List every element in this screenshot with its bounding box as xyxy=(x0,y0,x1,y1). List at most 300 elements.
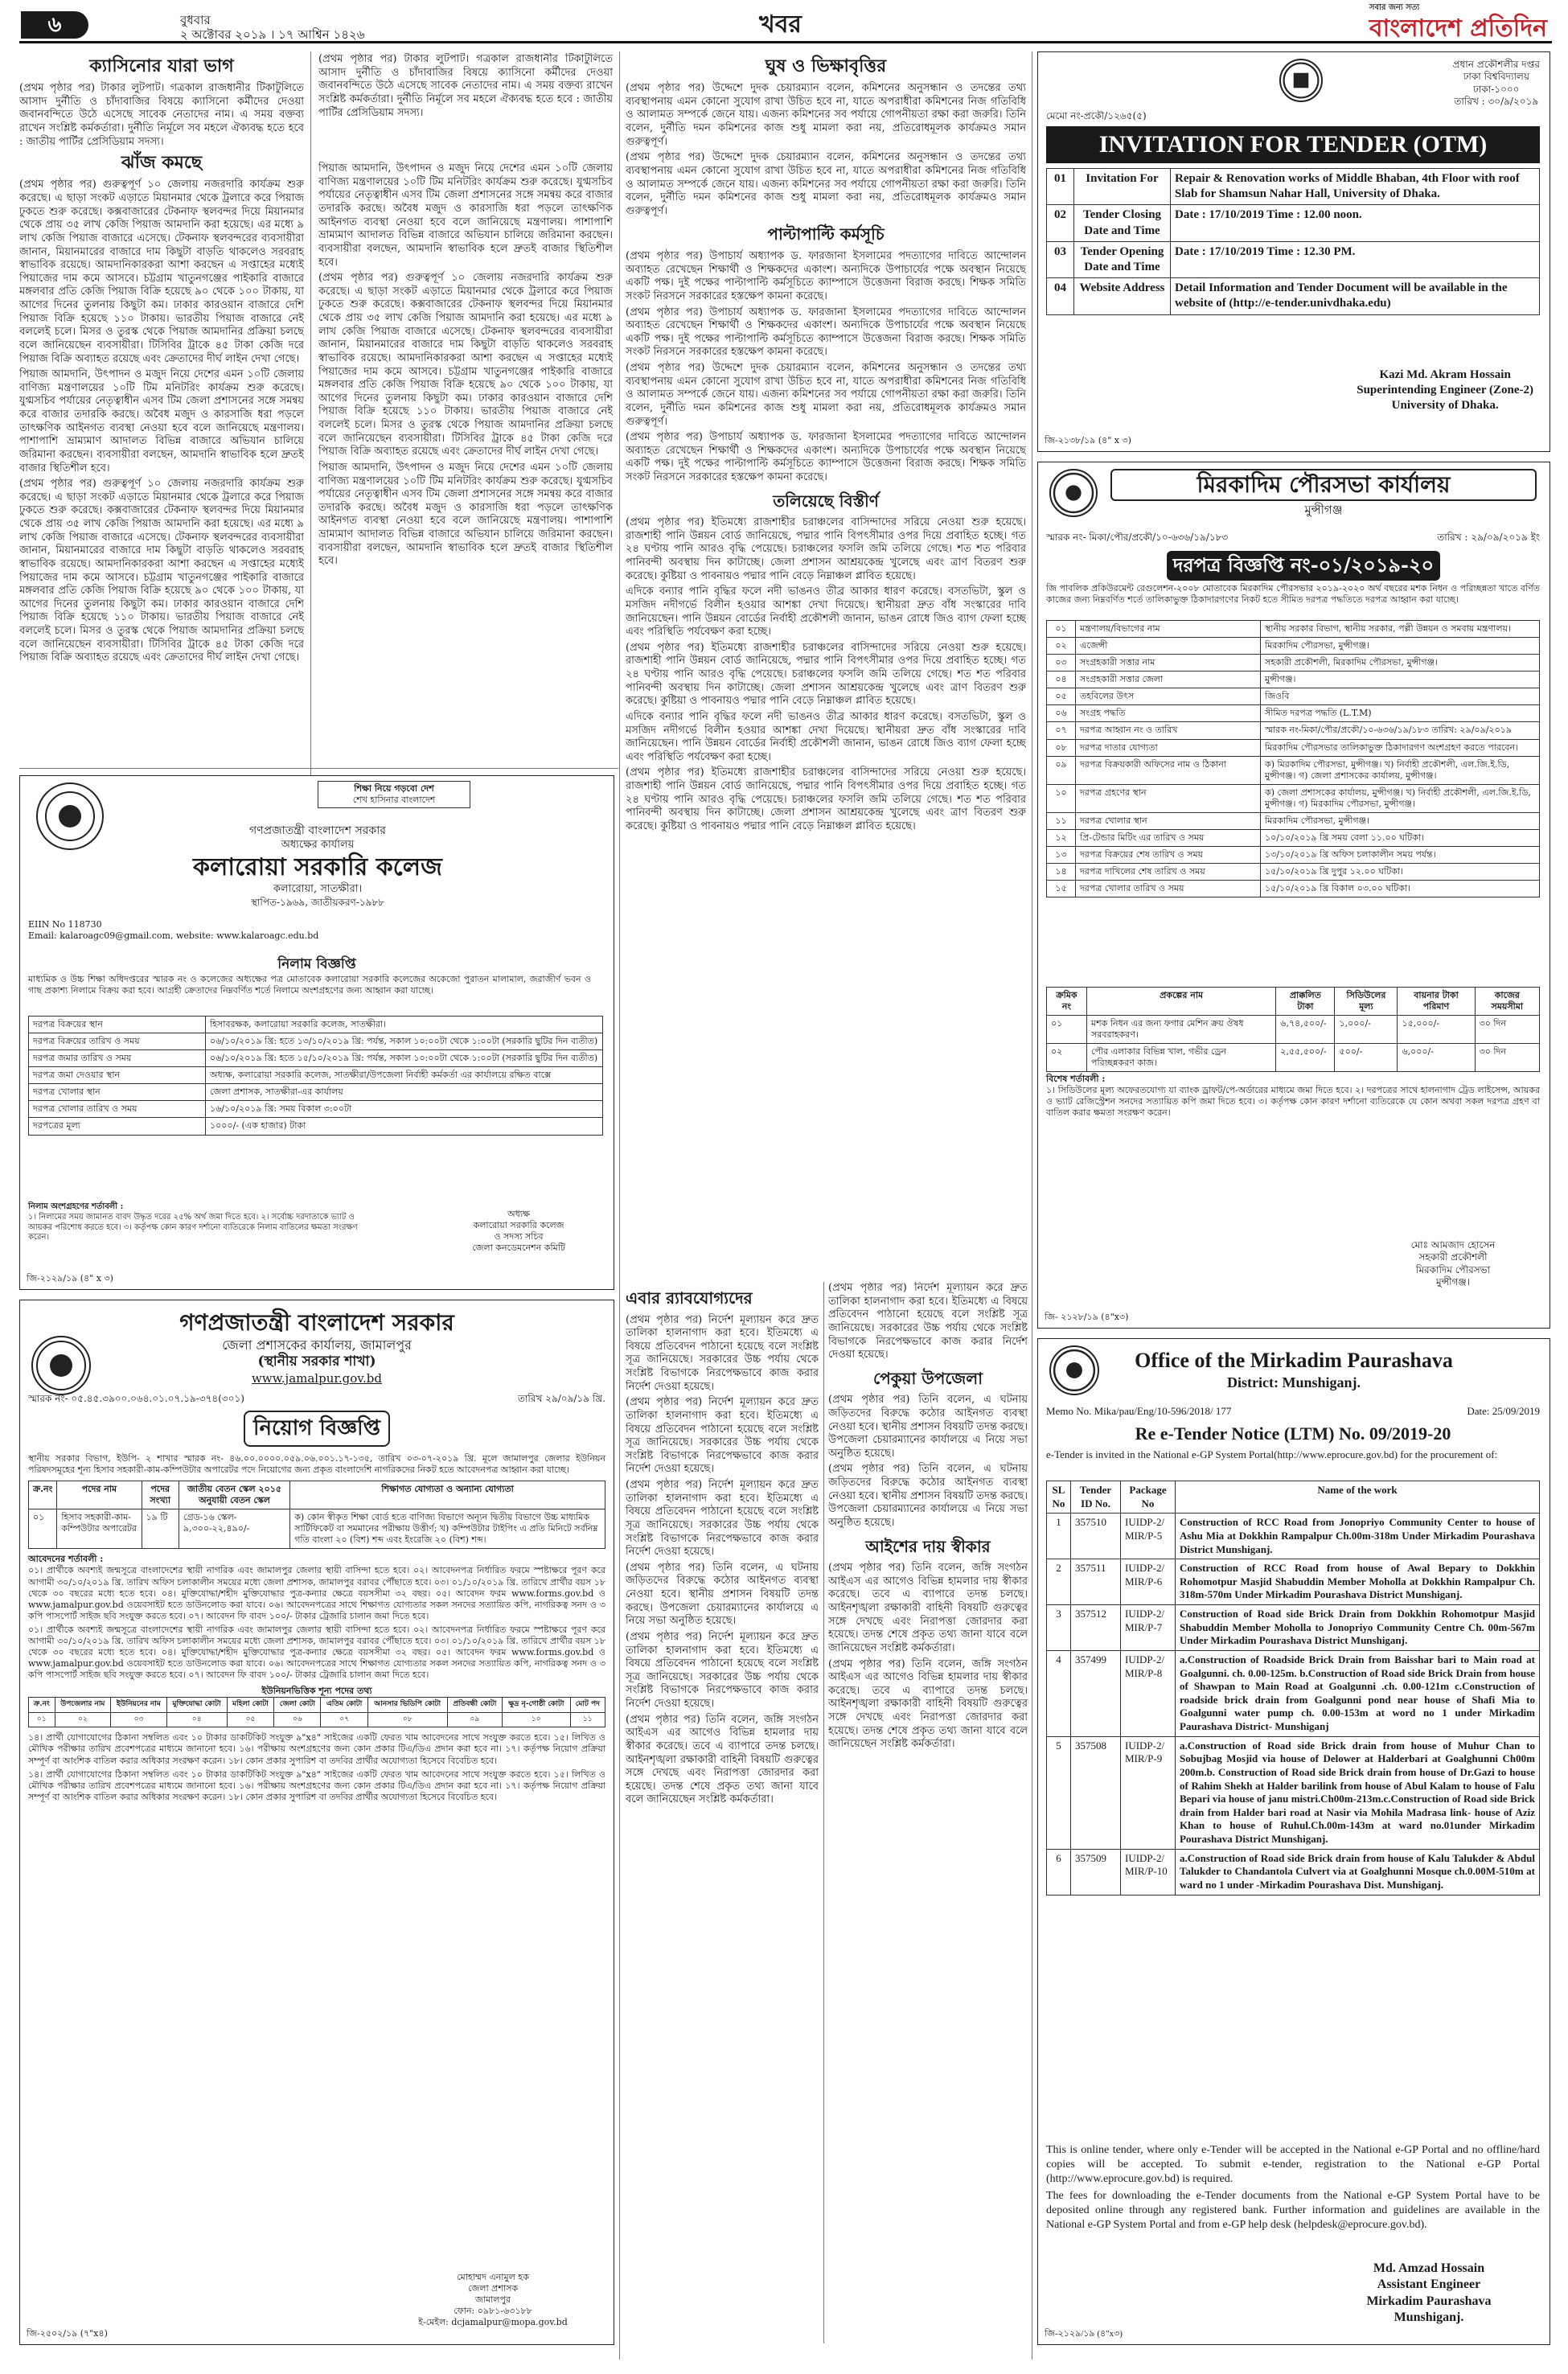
work-name: Construction of RCC Road from Jonopriyo Community Center to house of Ashu Mia at Dokkhin Rampalpur Ch.00m-318m Under Mirkadim Pourashava District Munshiganj. xyxy=(1176,1514,1540,1559)
tender-info-row xyxy=(1047,705,1540,722)
row-value: মিরকাদিম পৌরসভা, মুন্সীগঞ্জ। xyxy=(1261,812,1540,829)
column-c xyxy=(626,53,1026,1275)
row-label: তহবিলের উৎস xyxy=(1076,688,1261,705)
district-name: মুন্সীগঞ্জ xyxy=(1304,502,1343,517)
row-label: দরপত্র বিক্রয়ের স্থান xyxy=(29,1017,206,1033)
vacancy-table xyxy=(28,1697,605,1727)
section-title: খবর xyxy=(759,10,802,39)
row-number: ১৪ xyxy=(1047,864,1076,881)
mirkadim-bn-header xyxy=(1110,469,1537,518)
row-number: 02 xyxy=(1047,205,1074,241)
recruitment-title: নিয়োগ বিজ্ঞপ্তি xyxy=(244,1411,390,1447)
district-name: District: Munshiganj. xyxy=(1227,1374,1361,1391)
row-value: ১০০০/- (এক হাজার) টাকা xyxy=(206,1118,603,1135)
row-value: Detail Information and Tender Document will be available in the website of (http://e-tender.univdhaka.edu) xyxy=(1171,278,1540,314)
row-value: জিওবি xyxy=(1261,688,1540,705)
row-value: সহকারী প্রকৌশলী, মিরকাদিম পৌরসভা, মুন্সীগঞ্জ। xyxy=(1261,655,1540,672)
row-value: Repair & Renovation works of Middle Bhaban, 4th Floor with roof Slab for Shamsun Nahar Hall, University of Dhaka. xyxy=(1171,169,1540,205)
column-header: প্রকল্পের নাম xyxy=(1087,988,1276,1016)
row-label: দরপত্র খোলার তারিখ ও সময় xyxy=(1076,881,1261,897)
column-header: ক্রমিক নং xyxy=(1047,988,1087,1016)
table-row xyxy=(1047,1514,1540,1559)
row-label: দরপত্র খোলার স্থান xyxy=(1076,812,1261,829)
row-label: প্রি-টেন্ডার মিটিং এর তারিখ ও সময় xyxy=(1076,830,1261,847)
story-body-onion: (প্রথম পৃষ্ঠার পর) গুরুত্বপূর্ণ ১০ জেলায় নজরদারি কার্যক্রম শুরু করেছে। এ ছাড়া সংকট এড়াতে মিয়ানমার থেকে ট্রলারে করে পিয়াজ ঢুকতে শুরু করেছে। কক্সবাজারের টেকনাফ স্থলবন্দর দিয়ে মিয়ানমার থেকে প্রায় ৩৫ লাখ কেজি পিয়াজ আমদানি করা হয়েছে। এর মধ্যে ৯ লাখ কেজি পিয়াজ বাজারে এসেছে। টেকনাফ স্থলবন্দরের ব্যবসায়ীরা জানান, মিয়ানমারের বাজারে দাম কিছুটা বাড়তি থাকলেও সরবরাহ স্বাভাবিক রয়েছে। আমদানিকারকরা আশা করছেন এ সপ্তাহের মধ্যেই পিয়াজের দাম কমে আসবে। চট্টগ্রাম খাতুনগঞ্জের পাইকারি বাজারে মঙ্গলবার প্রতি কেজি পিয়াজ বিক্রি হয়েছে ৯০ থেকে ১০০ টাকায়, যা আগের দিনের তুলনায় কিছুটা কম। ঢাকার কারওয়ান বাজারে দেশি পিয়াজ বিক্রি হয়েছে ১১০ টাকায়। ভারতীয় পিয়াজ বাজারে নেই বললেই চলে। মিসর ও তুরস্ক থেকে পিয়াজ আমদানির প্রক্রিয়া চলছে বলে জানিয়েছেন ব্যবসায়ীরা। টিসিবির ট্রাকে ৪৫ টাকা কেজি দরে পিয়াজ বিক্রি অব্যাহত রয়েছে এবং ক্রেতাদের দীর্ঘ লাইন দেখা গেছে। xyxy=(19,179,304,365)
column-c-lower xyxy=(626,1282,819,2343)
row-value: অধ্যক্ষ, কলারোয়া সরকারি কলেজ, সাতক্ষীরা/উপজেলা নির্বাহী কর্মকর্তা এর কার্যালয়ে রক্ষিত বাক্সে xyxy=(206,1067,603,1084)
ad-reference: জি-২৫০২/১৯ (৭"x৪) xyxy=(27,2327,108,2339)
tender-info-row xyxy=(1047,784,1540,812)
auction-title: নিলাম বিজ্ঞপ্তি xyxy=(277,956,356,972)
memo-number: স্মারক নং- ০৫.৪৫.৩৯০০.০৬৪.০১.০৭.১৯-৩৭৪(৩০১) xyxy=(28,1393,244,1405)
table-cell: ১০ xyxy=(503,1712,571,1727)
ad-reference: জি-২১২৯/১৯ (৪"x৩) xyxy=(1045,2328,1123,2339)
signer-org: Mirkadim Paurashava xyxy=(1366,2294,1492,2308)
row-label: দরপত্র খোলার স্থান xyxy=(29,1084,206,1101)
memo-date: তারিখ ২৯/০৯/১৯ খ্রি. xyxy=(517,1393,605,1405)
memo-date: তারিখ : ২৯/০৯/২০১৯ ইং xyxy=(1437,532,1540,543)
row-label: এজেন্সী xyxy=(1076,638,1261,655)
story-body-rab-cont5: (প্রথম পৃষ্ঠার পর) তিনি বলেন, জঙ্গি সংগঠন আইএস এর আগেও বিভিন্ন হামলার দায় স্বীকার করেছে। তবে এ ব্যাপারে তদন্ত চলছে। আইনশৃঙ্খলা রক্ষাকারী বাহিনী বিষয়টি গুরুত্বের সঙ্গে দেখছে এবং নিরাপত্তা জোরদার করা হয়েছে। তদন্ত শেষে প্রকৃত তথ্য জানা যাবে বলে জানিয়েছেন সংশ্লিষ্ট কর্মকর্তারা। xyxy=(626,1713,819,1806)
newspaper-logo xyxy=(1369,3,1547,44)
auction-row xyxy=(29,1084,603,1101)
row-value: ১৬/১০/২০১৯ খ্রি: সময় বিকাল ৩:০০টা xyxy=(206,1101,603,1118)
university-name: ঢাকা বিশ্ববিদ্যালয় xyxy=(1463,71,1529,83)
row-value: ১০/১০/২০১৯ খ্রি সময় বেলা ১১.০০ ঘটিকা। xyxy=(1261,830,1540,847)
story-body-bribe: (প্রথম পৃষ্ঠার পর) উদ্দেশে দুদক চেয়ারম্যান বলেন, কমিশনের অনুসন্ধান ও তদন্তের তথ্য ব্যবস্থাপনায় এমন কোনো সুযোগ রাখা উচিত হবে না, যাতে অপরাধীরা কমিশনের নিজ গতিবিধি ও আলামত সম্পর্কে জেনে যায়। এজন্য কমিশনের সব পর্যায়ে গোপনীয়তা রক্ষা করা জরুরি। তিনি বলেন, দুর্নীতি দমন কমিশনের কাজ শুধু মামলা করা নয়, প্রতিরোধমূলক কার্যক্রমও সমান গুরুত্বপূর্ণ। xyxy=(626,82,1026,148)
college-header xyxy=(133,824,503,909)
slogan-line-1: শিক্ষা নিয়ে গড়বো দেশ xyxy=(354,783,434,794)
table-cell: ক) কোন স্বীকৃত শিক্ষা বোর্ড হতে বাণিজ্য বিভাগে অন্যূন দ্বিতীয় বিভাগে উচ্চ মাধ্যমিক সার্টিফিকেট বা সমমানের পরীক্ষায় উত্তীর্ণ; খ) কম্পিউটার টাইপিং এ প্রতি মিনিটে সর্বনিম্ন গতি বাংলা ২০ (বিশ) শব্দ এবং ইংরেজি ২০ (বিশ) শব্দ। xyxy=(290,1509,605,1549)
story-body-onion-cont: পিয়াজ আমদানি, উৎপাদন ও মজুদ নিয়ে দেশের এমন ১০টি জেলায় বাণিজ্য মন্ত্রণালয়ের ১০টি টিম মনিটরিং কার্যক্রম শুরু করেছে। যুগ্মসচিব পর্যায়ের নেতৃত্বাধীন এসব টিম জেলা প্রশাসনের সঙ্গে সমন্বয় করে বাজার তদারকি করছে। অবৈধ মজুদ ও কারসাজি ধরা পড়লে তাৎক্ষণিক আইনগত ব্যবস্থা নেওয়া হবে বলে জানিয়েছে মন্ত্রণালয়। পাশাপাশি ভ্রাম্যমাণ আদালত বিভিন্ন বাজারে অভিযান চালিয়ে জরিমানা করছেন। ব্যবসায়ীরা বলছেন, আমদানি স্বাভাবিক হলে দ্রুতই বাজার স্থিতিশীল হবে। xyxy=(19,368,304,474)
table-cell: হিসাব সহকারী-কাম-কম্পিউটার অপারেটর xyxy=(57,1509,142,1549)
row-number: ০৪ xyxy=(1047,672,1076,688)
column-a xyxy=(19,53,304,765)
column-header: জাতীয় বেতন স্কেল ২০১৫ অনুযায়ী বেতন স্কেল xyxy=(179,1481,289,1509)
table-cell: ২,৫৫,৫০০/- xyxy=(1276,1044,1335,1072)
signer-email: ই-মেইল: dcjamalpur@mopa.gov.bd xyxy=(418,2316,568,2327)
office-name: Office of the Mirkadim Paurashava xyxy=(1135,1349,1453,1372)
serial-number: 6 xyxy=(1047,1849,1071,1895)
signer-title: Superintending Engineer (Zone-2) xyxy=(1357,384,1533,397)
story-body-rab: (প্রথম পৃষ্ঠার পর) নির্দেশ মূল্যায়ন করে দ্রুত তালিকা হালনাগাদ করা হবে। ইতিমধ্যে এ বিষয়ে প্রতিবেদন পাঠানো হয়েছে বলে সংশ্লিষ্ট সূত্র জানিয়েছে। সরকারের উচ্চ পর্যায় থেকে সংশ্লিষ্ট বিভাগকে নিরপেক্ষভাবে কাজ করার নির্দেশ দেওয়া হয়েছে। xyxy=(626,1313,819,1393)
tender-row xyxy=(1047,205,1540,241)
tender-info-row xyxy=(1047,672,1540,688)
tender-id: 357509 xyxy=(1071,1849,1121,1895)
tender-works-table xyxy=(1046,1481,1540,1896)
column-header: প্রাক্কলিত টাকা xyxy=(1276,988,1335,1016)
special-terms xyxy=(1046,1074,1540,1119)
tender-title: Re e-Tender Notice (LTM) No. 09/2019-20 xyxy=(1135,1423,1451,1444)
table-cell: ০১ xyxy=(29,1509,57,1549)
auction-row xyxy=(29,1067,603,1084)
auction-row xyxy=(29,1050,603,1067)
table-cell: মশক নিধন এর জন্য ফগার মেশিন ক্রয় ঔষধ সরবরাহকরণ। xyxy=(1087,1016,1276,1044)
row-label: দরপত্র গ্রহণের স্থান xyxy=(1076,784,1261,812)
table-cell: ৬,৭৪,৫০০/- xyxy=(1276,1016,1335,1044)
brand-tagline: সবার জন্য সত্য xyxy=(1369,3,1420,12)
memo-date: তারিখ : ৩০/৯/২০১৯ xyxy=(1454,96,1539,108)
table-cell: ৫০০/- xyxy=(1335,1044,1398,1072)
row-label: Invitation For xyxy=(1074,169,1171,205)
memo-number: Memo No. Mika/pau/Eng/10-596/2018/ 177 xyxy=(1046,1405,1232,1417)
story-body-dhaka: (প্রথম পৃষ্ঠার পর) উপাচার্য অধ্যাপক ড. ফারজানা ইসলামের পদত্যাগের দাবিতে আন্দোলন অব্যাহত রেখেছেন শিক্ষার্থী ও শিক্ষকদের একাংশ। অন্যদিকে উপাচার্যের পক্ষে অবস্থান নিয়েছে একটি পক্ষ। দুই পক্ষের পাল্টাপাল্টি কর্মসূচিতে ক্যাম্পাসে উত্তেজনা বিরাজ করছে। শিক্ষক সমিতি সংকট নিরসনে সরকারের হস্তক্ষেপ কামনা করেছে। xyxy=(626,250,1026,302)
work-name: Construction of RCC Road from house of Awal Bepary to Dokkhin Rohomotpur Masjid Shabuddin Member Moholla at Dokkhin Rampalpur Ch. 318m-570m Under Mirkadim Pourashava District Munshiganj. xyxy=(1176,1559,1540,1605)
table-cell: ০৩ xyxy=(111,1712,166,1727)
table-row xyxy=(1047,1559,1540,1605)
table-row xyxy=(1047,1605,1540,1651)
work-name: a.Construction of Roadside Brick Drain from Baisshar bari to Main road at Goalgunni. ch. 0.00-125m. b.Construction of Road side Brick Drain from house of Shawpan to Main Road at Goalgunni .ch. 0.00-121m c.Construction of roadside brick drain from Goalgunni pond near house of Shafi Mia to Goalgunni water pump ch. 0.00-153m at word no 1 under Mirkadim Paurashava District- Munshiganj xyxy=(1176,1650,1540,1736)
table-row xyxy=(1047,1016,1540,1044)
column-header: ক্র.নং xyxy=(29,1481,57,1509)
auction-row xyxy=(29,1101,603,1118)
tender-id: 357512 xyxy=(1071,1605,1121,1651)
story-body-flood-cont3: এদিকে বন্যার পানি বৃদ্ধির ফলে নদী ভাঙনও তীব্র আকার ধারণ করেছে। বসতভিটা, স্কুল ও মসজিদ নদীগর্ভে বিলীন হওয়ার আশঙ্কা দেখা দিয়েছে। স্থানীয়রা দ্রুত বাঁধ সংস্কারের দাবি জানিয়েছেন। পানি উন্নয়ন বোর্ডের নির্বাহী প্রকৌশলী জানান, ভাঙন রোধে জিও ব্যাগ ফেলা হচ্ছে এবং পরিস্থিতি পর্যবেক্ষণ করা হচ্ছে। xyxy=(626,710,1026,763)
row-label: সংগ্রহকারী সত্তার নাম xyxy=(1076,655,1261,672)
serial-number: 2 xyxy=(1047,1559,1071,1605)
tender-title: INVITATION FOR TENDER (OTM) xyxy=(1046,126,1540,163)
row-number: ১১ xyxy=(1047,812,1076,829)
conditions-block xyxy=(28,1554,605,1681)
tender-info-row xyxy=(1047,830,1540,847)
signer-name: মোঃ আমজাদ হোসেন xyxy=(1410,1239,1496,1251)
row-label: দরপত্রের মূল্য xyxy=(29,1118,206,1135)
signer-title: Assistant Engineer xyxy=(1377,2277,1481,2292)
table-cell: ৩০ দিন xyxy=(1475,1016,1539,1044)
story-divider xyxy=(19,768,618,769)
tender-id: 357510 xyxy=(1071,1514,1121,1559)
row-label: দরপত্র বিক্রয়ের শেষ তারিখ ও সময় xyxy=(1076,847,1261,864)
table-cell: ১৫,০০০/- xyxy=(1398,1016,1475,1044)
story-body-flood-cont2: (প্রথম পৃষ্ঠার পর) ইতিমধ্যে রাজশাহীর চরাঞ্চলের বাসিন্দাদের সরিয়ে নেওয়া শুরু হয়েছে। রাজশাহী পানি উন্নয়ন বোর্ড জানিয়েছে, পদ্মার পানি বিপৎসীমার ওপর দিয়ে প্রবাহিত হচ্ছে। গত ২৪ ঘণ্টায় পানি আরও বৃদ্ধি পেয়েছে। চরাঞ্চলের ফসলি জমি তলিয়ে গেছে। শত শত পরিবার পানিবন্দী অবস্থায় দিন কাটাচ্ছে। জেলা প্রশাসন আশ্রয়কেন্দ্র খুলেছে এবং ত্রাণ বিতরণ শুরু করেছে। কুষ্টিয়া ও পাবনায়ও পদ্মার পানি বেড়ে নিম্নাঞ্চল প্লাবিত হয়েছে। xyxy=(626,641,1026,708)
column-header: Package No xyxy=(1121,1481,1176,1514)
row-value: হিসাবরক্ষক, কলারোয়া সরকারি কলেজ, সাতক্ষীরা। xyxy=(206,1017,603,1033)
college-established: স্থাপিত-১৯৬৯, জাতীয়করণ-১৯৮৮ xyxy=(250,896,385,908)
row-label: দরপত্র দাখিলের শেষ তারিখ ও সময় xyxy=(1076,864,1261,881)
row-value: স্মারক নং-মিকা/পৌর/প্রকৌ/১০-৬৩৬/১৯/১৮৩ তারিখ: ২৯/০৯/২০১৯ xyxy=(1261,722,1540,739)
story-body-onion-cont4: (প্রথম পৃষ্ঠার পর) গুরুত্বপূর্ণ ১০ জেলায় নজরদারি কার্যক্রম শুরু করেছে। এ ছাড়া সংকট এড়াতে মিয়ানমার থেকে ট্রলারে করে পিয়াজ ঢুকতে শুরু করেছে। কক্সবাজারের টেকনাফ স্থলবন্দর দিয়ে মিয়ানমার থেকে প্রায় ৩৫ লাখ কেজি পিয়াজ আমদানি করা হয়েছে। এর মধ্যে ৯ লাখ কেজি পিয়াজ বাজারে এসেছে। টেকনাফ স্থলবন্দরের ব্যবসায়ীরা জানান, মিয়ানমারের বাজারে দাম কিছুটা বাড়তি থাকলেও সরবরাহ স্বাভাবিক রয়েছে। আমদানিকারকরা আশা করছেন এ সপ্তাহের মধ্যেই পিয়াজের দাম কমে আসবে। চট্টগ্রাম খাতুনগঞ্জের পাইকারি বাজারে মঙ্গলবার প্রতি কেজি পিয়াজ বিক্রি হয়েছে ৯০ থেকে ১০০ টাকায়, যা আগের দিনের তুলনায় কিছুটা কম। ঢাকার কারওয়ান বাজারে দেশি পিয়াজ বিক্রি হয়েছে ১১০ টাকায়। ভারতীয় পিয়াজ বাজারে নেই বললেই চলে। মিসর ও তুরস্ক থেকে পিয়াজ আমদানির প্রক্রিয়া চলছে বলে জানিয়েছেন ব্যবসায়ীরা। টিসিবির ট্রাকে ৪৫ টাকা কেজি দরে পিয়াজ বিক্রি অব্যাহত রয়েছে এবং ক্রেতাদের দীর্ঘ লাইন দেখা গেছে। xyxy=(318,272,613,458)
table-cell: ১১ xyxy=(570,1712,605,1727)
recruitment-title-wrap xyxy=(28,1411,605,1447)
auction-signature xyxy=(438,1209,599,1254)
column-header: বায়নার টাকা পরিমাণ xyxy=(1398,988,1475,1016)
page-number: ৬ xyxy=(21,11,88,39)
signer-title: জেলা প্রশাসক xyxy=(467,2282,519,2294)
row-value: স্থানীয় সরকার বিভাগ, স্থানীয় সরকার, পল্লী উন্নয়ন ও সমবায় মন্ত্রণালয়। xyxy=(1261,621,1540,638)
conditions-body: ০১। প্রার্থীকে অবশ্যই জন্মসূত্রে বাংলাদেশের স্থায়ী নাগরিক এবং জামালপুর জেলার স্থায়ী বাসিন্দা হতে হবে। ০২। আবেদনপত্র নির্ধারিত ফরমে স্পষ্টাক্ষরে পূরণ করে আগামী ৩০/১০/২০১৯ খ্রি. তারিখ অফিস চলাকালীন সময়ের মধ্যে জেলা প্রশাসক, জামালপুর বরাবর পৌঁছাতে হবে। ০৩। ০১/১০/২০১৯ খ্রি. তারিখে প্রার্থীর বয়স ১৮ থেকে ৩০ বছরের মধ্যে হতে হবে। ০৪। মুক্তিযোদ্ধা/শহীদ মুক্তিযোদ্ধার পুত্র-কন্যার ক্ষেত্রে বয়সসীমা ৩২ বছর। ০৫। আবেদন ফরম www.forms.gov.bd ও www.jamalpur.gov.bd ওয়েবসাইট হতে ডাউনলোড করা যাবে। ০৬। আবেদনপত্রের সাথে শিক্ষাগত যোগ্যতার সকল সনদের সত্যায়িত কপি, নাগরিকত্ব সনদ ও ৩ কপি পাসপোর্ট সাইজ ছবি সংযুক্ত করতে হবে। ০৭। আবেদন ফি বাবদ ১০০/- টাকার ট্রেজারি চালান জমা দিতে হবে। xyxy=(28,1565,605,1621)
auction-row xyxy=(29,1033,603,1050)
table-cell: ১৯ টি xyxy=(142,1509,179,1549)
row-value: Date : 17/10/2019 Time : 12.00 noon. xyxy=(1171,205,1540,241)
story-body-onion-cont5: পিয়াজ আমদানি, উৎপাদন ও মজুদ নিয়ে দেশের এমন ১০টি জেলায় বাণিজ্য মন্ত্রণালয়ের ১০টি টিম মনিটরিং কার্যক্রম শুরু করেছে। যুগ্মসচিব পর্যায়ের নেতৃত্বাধীন এসব টিম জেলা প্রশাসনের সঙ্গে সমন্বয় করে বাজার তদারকি করছে। অবৈধ মজুদ ও কারসাজি ধরা পড়লে তাৎক্ষণিক আইনগত ব্যবস্থা নেওয়া হবে বলে জানিয়েছে মন্ত্রণালয়। পাশাপাশি ভ্রাম্যমাণ আদালত বিভিন্ন বাজারে অভিযান চালিয়ে জরিমানা করছেন। ব্যবসায়ীরা বলছেন, আমদানি স্বাভাবিক হলে দ্রুতই বাজার স্থিতিশীল হবে। xyxy=(318,461,613,568)
tender-info-row xyxy=(1047,638,1540,655)
story-headline-rab: এবার র‍্যাবযোগ্যদের xyxy=(626,1288,753,1308)
row-value: ০৬/১০/২০১৯ খ্রি: হতে ১৫/১০/২০১৯ খ্রি: পর্যন্ত, সকাল ১০:০০টা থেকে ১:০০টা (সরকারি ছুটির দিন ব্যতীত) xyxy=(206,1050,603,1067)
tender-notes xyxy=(1046,2143,1540,2232)
row-value: Date : 17/10/2019 Time : 12.30 PM. xyxy=(1171,241,1540,277)
tender-signature xyxy=(1324,2261,1533,2327)
work-name: a.Construction of Road side Brick drain from house of Kalu Talukder & Abdul Talukder to Chandantola Culvert via at Goalghunni Mosque ch.0.00M-510m at ward no 1 under -Mirkadim Pourashava Dist. Munshiganj. xyxy=(1176,1849,1540,1895)
story-body-pekua-cont: (প্রথম পৃষ্ঠার পর) তিনি বলেন, এ ঘটনায় জড়িতদের বিরুদ্ধে কঠোর আইনগত ব্যবস্থা নেওয়া হবে। স্থানীয় প্রশাসন বিষয়টি তদন্ত করছে। উপজেলা চেয়ারম্যানের কার্যালয়ে এ নিয়ে সভা অনুষ্ঠিত হয়েছে। xyxy=(828,1463,1028,1529)
tender-info-row xyxy=(1047,722,1540,739)
conditions-body-cont: ০১। প্রার্থীকে অবশ্যই জন্মসূত্রে বাংলাদেশের স্থায়ী নাগরিক এবং জামালপুর জেলার স্থায়ী বাসিন্দা হতে হবে। ০২। আবেদনপত্র নির্ধারিত ফরমে স্পষ্টাক্ষরে পূরণ করে আগামী ৩০/১০/২০১৯ খ্রি. তারিখ অফিস চলাকালীন সময়ের মধ্যে জেলা প্রশাসক, জামালপুর বরাবর পৌঁছাতে হবে। ০৩। ০১/১০/২০১৯ খ্রি. তারিখে প্রার্থীর বয়স ১৮ থেকে ৩০ বছরের মধ্যে হতে হবে। ০৪। মুক্তিযোদ্ধা/শহীদ মুক্তিযোদ্ধার পুত্র-কন্যার ক্ষেত্রে বয়সসীমা ৩২ বছর। ০৫। আবেদন ফরম www.forms.gov.bd ও www.jamalpur.gov.bd ওয়েবসাইট হতে ডাউনলোড করা যাবে। ০৬। আবেদনপত্রের সাথে শিক্ষাগত যোগ্যতার সকল সনদের সত্যায়িত কপি, নাগরিকত্ব সনদ ও ৩ কপি পাসপোর্ট সাইজ ছবি সংযুক্ত করতে হবে। ০৭। আবেদন ফি বাবদ ১০০/- টাকার ট্রেজারি চালান জমা দিতে হবে। xyxy=(28,1624,605,1681)
serial-number: 1 xyxy=(1047,1514,1071,1559)
story-headline-casino: ক্যাসিনোর যারা ভাগ xyxy=(89,55,234,76)
column-header: Name of the work xyxy=(1176,1481,1540,1514)
column-header: সিডিউলের মূল্য xyxy=(1335,988,1398,1016)
serial-number: 4 xyxy=(1047,1650,1071,1736)
story-body-rab-cont: (প্রথম পৃষ্ঠার পর) নির্দেশ মূল্যায়ন করে দ্রুত তালিকা হালনাগাদ করা হবে। ইতিমধ্যে এ বিষয়ে প্রতিবেদন পাঠানো হয়েছে বলে সংশ্লিষ্ট সূত্র জানিয়েছে। সরকারের উচ্চ পর্যায় থেকে সংশ্লিষ্ট বিভাগকে নিরপেক্ষভাবে কাজ করার নির্দেশ দেওয়া হয়েছে। xyxy=(626,1396,819,1476)
publication-date: ২ অক্টোবর ২০১৯ । ১৭ আশ্বিন ১৪২৬ xyxy=(180,27,365,42)
row-number: ১৫ xyxy=(1047,881,1076,897)
story-body-bribe-cont: (প্রথম পৃষ্ঠার পর) উদ্দেশে দুদক চেয়ারম্যান বলেন, কমিশনের অনুসন্ধান ও তদন্তের তথ্য ব্যবস্থাপনায় এমন কোনো সুযোগ রাখা উচিত হবে না, যাতে অপরাধীরা কমিশনের নিজ গতিবিধি ও আলামত সম্পর্কে জেনে যায়। এজন্য কমিশনের সব পর্যায়ে গোপনীয়তা রক্ষা করা জরুরি। তিনি বলেন, দুর্নীতি দমন কমিশনের কাজ শুধু মামলা করা নয়, প্রতিরোধমূলক কার্যক্রমও সমান গুরুত্বপূর্ণ। xyxy=(626,151,1026,217)
column-header: মুক্তিযোদ্ধা কোটা xyxy=(166,1698,227,1713)
row-number: ০৮ xyxy=(1047,739,1076,756)
mirkadim-en-tender-ad xyxy=(1037,1338,1550,2345)
row-value: ক) জেলা প্রশাসকের কার্যালয়, মুন্সীগঞ্জ। খ) নির্বাহী প্রকৌশলী, এল.জি.ই.ডি, মুন্সীগঞ্জ। গ) মিরকাদিম পৌরসভা, মুন্সীগঞ্জ। xyxy=(1261,784,1540,812)
row-value: জেলা প্রশাসক, সাতক্ষীরা-এর কার্যালয় xyxy=(206,1084,603,1101)
du-header xyxy=(1453,59,1540,108)
table-cell: ০৪ xyxy=(166,1712,227,1727)
tender-info-row xyxy=(1047,812,1540,829)
tender-row xyxy=(1047,241,1540,277)
row-number: 04 xyxy=(1047,278,1074,314)
row-number: 01 xyxy=(1047,169,1074,205)
package-number: IUIDP-2/ MIR/P-8 xyxy=(1121,1650,1176,1736)
office-name: মিরকাদিম পৌরসভা কার্যালয় xyxy=(1110,469,1537,501)
college-auction-ad xyxy=(19,775,614,1290)
special-terms-body: ১। সিডিউলের মূল্য অফেরতযোগ্য যা ব্যাংক ড্রাফট/পে-অর্ডারের মাধ্যমে জমা দিতে হবে। ২। দরপত্রের সাথে হালনাগাদ ট্রেড লাইসেন্স, আয়কর ও ভ্যাট রেজিস্ট্রেশন সনদের সত্যায়িত কপি জমা দিতে হবে। ৩। কর্তৃপক্ষ কোন কারণ দর্শানো ব্যতিরেকে যে কোন অথবা সকল দরপত্র গ্রহণ বা বাতিল করার ক্ষমতা সংরক্ষণ করেন। xyxy=(1046,1085,1540,1119)
auction-intro: মাধ্যমিক ও উচ্চ শিক্ষা অধিদপ্তরের স্মারক নং ও কলেজের অধ্যক্ষের পত্র মোতাবেক কলারোয়া সরকারি কলেজের অকেজো পুরাতন মালামাল, জরাজীর্ণ ভবন ও গাছ প্রকাশ্য নিলামে বিক্রয় করা হবে। আগ্রহী ক্রেতাদের নিম্নবর্ণিত শর্তে নিলামে অংশগ্রহণের জন্য আহ্বান করা যাচ্ছে। xyxy=(28,974,591,996)
row-value: মিরকাদিম পৌরসভার তালিকাভুক্ত ঠিকাদারগণ অংশগ্রহণ করতে পারবেন। xyxy=(1261,739,1540,756)
story-headline-aishe: আইশের দায় স্বীকার xyxy=(865,1536,991,1556)
tender-info-row xyxy=(1047,847,1540,864)
tender-title: দরপত্র বিজ্ঞপ্তি নং-০১/২০১৯-২০ xyxy=(1167,551,1440,581)
row-label: সংগ্রহকারী সত্তার জেলা xyxy=(1076,672,1261,688)
package-number: IUIDP-2/ MIR/P-10 xyxy=(1121,1849,1176,1895)
signer-name: Md. Amzad Hossain xyxy=(1373,2261,1485,2275)
tender-info-row xyxy=(1047,655,1540,672)
row-number: ১৩ xyxy=(1047,847,1076,864)
recruitment-intro: স্থানীয় সরকার বিভাগ, ইউপি- ২ শাখার স্মারক নং- ৪৬.০০.০০০০.০৫৯.০৬.০০১.১৭-১৩৫, তারিখ ০৩-০৭-২০১৯ খ্রি. মূলে জামালপুর জেলার ইউনিয়ন পরিষদসমূহের শূন্য হিসাব সহকারী-কাম-কম্পিউটার অপারেটর পদে নিয়োগের জন্য প্রকৃত বাংলাদেশি নাগরিকদের নিকট হতে আবেদনপত্র আহ্বান করা যাচ্ছে। xyxy=(28,1452,605,1475)
story-headline-flood: তলিয়েছে বিস্তীর্ণ xyxy=(773,491,879,511)
table-cell: ০২ xyxy=(1047,1044,1087,1072)
vacancy-table-title: ইউনিয়নভিত্তিক শূন্য পদের তথ্য xyxy=(261,1686,372,1697)
tender-notes-2: The fees for downloading the e-Tender documents from the National e-GP System Portal have to be deposited online through any registered bank. Further information and guidelines are available in the National e-GP System Portal and from e-GP help desk (helpdesk@eprocure.gov.bd). xyxy=(1046,2189,1540,2231)
column-header: পদের নাম xyxy=(57,1481,142,1509)
row-value: ক) মিরকাদিম পৌরসভা, মুন্সীগঞ্জ। খ) নির্বাহী প্রকৌশলী, এল.জি.ই.ডি, মুন্সীগঞ্জ। গ) জেলা প্রশাসকের কার্যালয়, মুন্সীগঞ্জ। xyxy=(1261,756,1540,784)
work-name: Construction of Road side Brick Drain from Dokkhin Rohomotpur Masjid Shabuddin Member Moholla to Jonopriyo Community Centre Ch. 00m-567m Under Mirkadim Pourashava District Munshiganj. xyxy=(1176,1605,1540,1651)
story-body-rab-cont2: (প্রথম পৃষ্ঠার পর) নির্দেশ মূল্যায়ন করে দ্রুত তালিকা হালনাগাদ করা হবে। ইতিমধ্যে এ বিষয়ে প্রতিবেদন পাঠানো হয়েছে বলে সংশ্লিষ্ট সূত্র জানিয়েছে। সরকারের উচ্চ পর্যায় থেকে সংশ্লিষ্ট বিভাগকে নিরপেক্ষভাবে কাজ করার নির্দেশ দেওয়া হয়েছে। xyxy=(626,1479,819,1559)
office-name: জেলা প্রশাসকের কার্যালয়, জামালপুর xyxy=(222,1337,412,1353)
tender-info-row xyxy=(1047,688,1540,705)
additional-conditions-cont: ১৪। প্রার্থী যোগাযোগের ঠিকানা সম্বলিত এবং ১০ টাকার ডাকটিকিট সংযুক্ত ৯"x৪" সাইজের একটি ফেরত খাম আবেদনের সাথে সংযুক্ত করতে হবে। ১৫। লিখিত ও মৌখিক পরীক্ষার তারিখ প্রবেশপত্রের মাধ্যমে জানানো হবে। ১৬। পরীক্ষায় অংশগ্রহণের জন্য কোন প্রকার টিএ/ডিএ প্রদান করা হবে না। ১৭। কর্তৃপক্ষ নিয়োগ প্রক্রিয়া সম্পূর্ণ বা আংশিক বাতিল করার অধিকার সংরক্ষণ করেন। ১৮। কোন প্রকার সুপারিশ বা তদবির প্রার্থীর অযোগ্যতা হিসেবে বিবেচিত হবে। xyxy=(28,1768,605,1802)
tender-info-row xyxy=(1047,864,1540,881)
row-label: দরপত্র খোলার তারিখ ও সময় xyxy=(29,1101,206,1118)
row-number: ০৫ xyxy=(1047,688,1076,705)
serial-number: 3 xyxy=(1047,1605,1071,1651)
additional-conditions: ১৪। প্রার্থী যোগাযোগের ঠিকানা সম্বলিত এবং ১০ টাকার ডাকটিকিট সংযুক্ত ৯"x৪" সাইজের একটি ফেরত খাম আবেদনের সাথে সংযুক্ত করতে হবে। ১৫। লিখিত ও মৌখিক পরীক্ষার তারিখ প্রবেশপত্রের মাধ্যমে জানানো হবে। ১৬। পরীক্ষায় অংশগ্রহণের জন্য কোন প্রকার টিএ/ডিএ প্রদান করা হবে না। ১৭। কর্তৃপক্ষ নিয়োগ প্রক্রিয়া সম্পূর্ণ বা আংশিক বাতিল করার অধিকার সংরক্ষণ করেন। ১৮। কোন প্রকার সুপারিশ বা তদবির প্রার্থীর অযোগ্যতা হিসেবে বিবেচিত হবে। xyxy=(28,1732,605,1766)
row-value: মিরকাদিম পৌরসভা, মুন্সীগঞ্জ। xyxy=(1261,638,1540,655)
weekday: বুধবার xyxy=(180,13,211,27)
brand-name: বাংলাদেশ প্রতিদিন xyxy=(1369,14,1547,43)
row-number: ০১ xyxy=(1047,621,1076,638)
column-header: মহিলা কোটা xyxy=(227,1698,274,1713)
government-seal-icon xyxy=(31,1336,91,1395)
row-value: ১৫/১০/২০১৯ খ্রি বিকাল ০৩.০০ ঘটিকা। xyxy=(1261,881,1540,897)
auction-terms-title: নিলাম অংশগ্রহণের শর্তাবলী : xyxy=(28,1202,124,1211)
government-name: গণপ্রজাতন্ত্রী বাংলাদেশ সরকার xyxy=(249,824,386,837)
column-header: ইউনিয়নের নাম xyxy=(111,1698,166,1713)
tender-info-row xyxy=(1047,739,1540,756)
column-header: ক্র.নং xyxy=(29,1698,55,1713)
slogan-box xyxy=(318,781,470,808)
signer-committee: জেলা কনডেমনেশন কমিটি xyxy=(472,1242,565,1254)
memo-line xyxy=(1046,1405,1540,1419)
website-link[interactable]: www.jamalpur.gov.bd xyxy=(252,1371,382,1386)
table-cell: ০২ xyxy=(55,1712,111,1727)
story-body-pekua: (প্রথম পৃষ্ঠার পর) তিনি বলেন, এ ঘটনায় জড়িতদের বিরুদ্ধে কঠোর আইনগত ব্যবস্থা নেওয়া হবে। স্থানীয় প্রশাসন বিষয়টি তদন্ত করছে। উপজেলা চেয়ারম্যানের কার্যালয়ে এ নিয়ে সভা অনুষ্ঠিত হয়েছে। xyxy=(828,1394,1028,1460)
row-label: দরপত্র জমার তারিখ ও সময় xyxy=(29,1050,206,1067)
table-cell: ০১ xyxy=(1047,1016,1087,1044)
package-number: IUIDP-2/ MIR/P-9 xyxy=(1121,1736,1176,1849)
table-cell: ১,০০০/- xyxy=(1335,1016,1398,1044)
package-number: IUIDP-2/ MIR/P-6 xyxy=(1121,1559,1176,1605)
post-table xyxy=(28,1481,605,1549)
tender-info-row xyxy=(1047,881,1540,897)
row-number: ১০ xyxy=(1047,784,1076,812)
column-header: মোট পদ xyxy=(570,1698,605,1713)
paurashava-seal-icon xyxy=(1049,1345,1099,1395)
college-place: কলারোয়া, সাতক্ষীরা। xyxy=(273,882,363,895)
tender-signature xyxy=(1357,368,1533,414)
column-header: উপজেলার নাম xyxy=(55,1698,111,1713)
package-number: IUIDP-2/ MIR/P-5 xyxy=(1121,1514,1176,1559)
ad-reference: জি- ২১২৮/১৯ (৪"x৩) xyxy=(1045,1311,1129,1322)
column-header: পদের সংখ্যা xyxy=(142,1481,179,1509)
row-value: ১৫/১০/২০১৯ খ্রি দুপুর ১২.০০ ঘটিকা। xyxy=(1261,864,1540,881)
mirkadim-en-header xyxy=(1109,1347,1479,1392)
signer-title: সহকারী প্রকৌশলী xyxy=(1418,1251,1488,1263)
column-header: SL No xyxy=(1047,1481,1071,1514)
row-label: দরপত্র বিক্রয়কারী অফিসের নাম ও ঠিকানা xyxy=(1076,756,1261,784)
column-header: এতিম কোটা xyxy=(321,1698,367,1713)
story-body-flood-cont4: (প্রথম পৃষ্ঠার পর) ইতিমধ্যে রাজশাহীর চরাঞ্চলের বাসিন্দাদের সরিয়ে নেওয়া শুরু হয়েছে। রাজশাহী পানি উন্নয়ন বোর্ড জানিয়েছে, পদ্মার পানি বিপৎসীমার ওপর দিয়ে প্রবাহিত হচ্ছে। গত ২৪ ঘণ্টায় পানি আরও বৃদ্ধি পেয়েছে। চরাঞ্চলের ফসলি জমি তলিয়ে গেছে। শত শত পরিবার পানিবন্দী অবস্থায় দিন কাটাচ্ছে। জেলা প্রশাসন আশ্রয়কেন্দ্র খুলেছে এবং ত্রাণ বিতরণ শুরু করেছে। কুষ্টিয়া ও পাবনায়ও পদ্মার পানি বেড়ে নিম্নাঞ্চল প্লাবিত হয়েছে। xyxy=(626,766,1026,832)
signer-role: ও সদস্য সচিব xyxy=(494,1231,544,1242)
column-b xyxy=(318,53,613,765)
auction-row xyxy=(29,1118,603,1135)
tender-intro: জি পাবলিক প্রকিউরমেন্ট রেগুলেশন-২০০৮ মোতাবেক মিরকাদিম পৌরসভার ২০১৯-২০২০ অর্থ বছরের মশক নিধন ও পরিচ্ছন্নতা খাতে বর্ণিত কাজের জন্য নিম্নবর্ণিত শর্তে তালিকাভুক্ত ঠিকাদারগণের নিকট হতে সীমিত দরপত্র পদ্ধতিতে দরপত্র আহ্বান করা যাচ্ছে। xyxy=(1046,583,1540,606)
row-number: ০৭ xyxy=(1047,722,1076,739)
row-number: ০৩ xyxy=(1047,655,1076,672)
row-label: Tender Opening Date and Time xyxy=(1074,241,1171,277)
row-value: ০৬/১০/২০১৯ খ্রি: হতে ১৩/১০/২০১৯ খ্রি: পর্যন্ত, সকাল ১০:০০টা থেকে ১:০০টা (সরকারি ছুটির দিন ব্যতীত) xyxy=(206,1033,603,1050)
recruitment-signature xyxy=(404,2272,581,2328)
memo-line xyxy=(1046,532,1540,544)
row-label: Tender Closing Date and Time xyxy=(1074,205,1171,241)
tender-info-row xyxy=(1047,756,1540,784)
tender-id: 357499 xyxy=(1071,1650,1121,1736)
ad-reference: জি-২১২৯/১৯ (৪" x ৩) xyxy=(27,1272,113,1284)
memo-date: Date: 25/09/2019 xyxy=(1467,1405,1540,1417)
special-terms-title: বিশেষ শর্তাবলী : xyxy=(1046,1074,1106,1084)
row-label: সংগ্রহ পদ্ধতি xyxy=(1076,705,1261,722)
recruitment-header xyxy=(28,1308,605,1386)
memo-line xyxy=(28,1393,605,1405)
memo-number: স্মারক নং- মিকা/পৌর/প্রকৌ/১০-৬৩৬/১৯/১৮৩ xyxy=(1046,532,1229,543)
column-header: প্রতিবন্ধী কোটা xyxy=(447,1698,502,1713)
story-body-casino: (প্রথম পৃষ্ঠার পর) টাকার লুটপাট। গত্রকাল রাজধানীর টিকাটুলিতে আসাদ দুর্নীতি ও চাঁদাবাজির বিষয়ে ক্যাসিনো কর্মীদের দেওয়া জবানবন্দিতে উঠে এসেছে সাবেক নেতাদের নাম। এ সময় বক্তব্য রাখেন সংশ্লিষ্ট কর্মকর্তারা। দুর্নীতি নির্মূলে সব মহলে ঐক্যবদ্ধ হতে হবে : জাতীয় পার্টির প্রেসিডিয়াম সদস্য। xyxy=(19,82,304,148)
story-body-onion-cont2: (প্রথম পৃষ্ঠার পর) গুরুত্বপূর্ণ ১০ জেলায় নজরদারি কার্যক্রম শুরু করেছে। এ ছাড়া সংকট এড়াতে মিয়ানমার থেকে ট্রলারে করে পিয়াজ ঢুকতে শুরু করেছে। কক্সবাজারের টেকনাফ স্থলবন্দর দিয়ে মিয়ানমার থেকে প্রায় ৩৫ লাখ কেজি পিয়াজ আমদানি করা হয়েছে। এর মধ্যে ৯ লাখ কেজি পিয়াজ বাজারে এসেছে। টেকনাফ স্থলবন্দরের ব্যবসায়ীরা জানান, মিয়ানমারের বাজারে দাম কিছুটা বাড়তি থাকলেও সরবরাহ স্বাভাবিক রয়েছে। আমদানিকারকরা আশা করছেন এ সপ্তাহের মধ্যেই পিয়াজের দাম কমে আসবে। চট্টগ্রাম খাতুনগঞ্জের পাইকারি বাজারে মঙ্গলবার প্রতি কেজি পিয়াজ বিক্রি হয়েছে ৯০ থেকে ১০০ টাকায়, যা আগের দিনের তুলনায় কিছুটা কম। ঢাকার কারওয়ান বাজারে দেশি পিয়াজ বিক্রি হয়েছে ১১০ টাকায়। ভারতীয় পিয়াজ বাজারে নেই বললেই চলে। মিসর ও তুরস্ক থেকে পিয়াজ আমদানির প্রক্রিয়া চলছে বলে জানিয়েছেন ব্যবসায়ীরা। টিসিবির ট্রাকে ৪৫ টাকা কেজি দরে পিয়াজ বিক্রি অব্যাহত রয়েছে এবং ক্রেতাদের দীর্ঘ লাইন দেখা গেছে। xyxy=(19,478,304,664)
tender-row xyxy=(1047,169,1540,205)
signer-district: মুন্সীগঞ্জ। xyxy=(1436,1276,1470,1288)
table-cell: ০৫ xyxy=(227,1712,274,1727)
table-cell: ০৮ xyxy=(367,1712,447,1727)
signer-district: জামালপুর xyxy=(474,2294,511,2305)
row-label: দরপত্র আহ্বান নং ও তারিখ xyxy=(1076,722,1261,739)
story-body-aishe-cont: (প্রথম পৃষ্ঠার পর) তিনি বলেন, জঙ্গি সংগঠন আইএস এর আগেও বিভিন্ন হামলার দায় স্বীকার করেছে। তবে এ ব্যাপারে তদন্ত চলছে। আইনশৃঙ্খলা রক্ষাকারী বাহিনী বিষয়টি গুরুত্বের সঙ্গে দেখছে এবং নিরাপত্তা জোরদার করা হয়েছে। তদন্ত শেষে প্রকৃত তথ্য জানা যাবে বলে জানিয়েছেন সংশ্লিষ্ট কর্মকর্তারা। xyxy=(828,1657,1028,1751)
office-name: প্রধান প্রকৌশলীর দপ্তর xyxy=(1452,59,1540,70)
tender-table xyxy=(1046,168,1540,315)
table-cell: গ্রেড-১৬ স্কেল- ৯,৩০০-২২,৪৯০/- xyxy=(179,1509,289,1549)
signer-district: Munshiganj. xyxy=(1394,2310,1464,2325)
mirkadim-bn-tender-ad xyxy=(1037,462,1550,1329)
university-seal-icon xyxy=(1279,59,1323,102)
row-number: 03 xyxy=(1047,241,1074,277)
signer-name: মোহাম্মদ এনামুল হক xyxy=(457,2271,529,2282)
column-divider xyxy=(619,51,620,2360)
story-body-dhaka-cont2: (প্রথম পৃষ্ঠার পর) উদ্দেশে দুদক চেয়ারম্যান বলেন, কমিশনের অনুসন্ধান ও তদন্তের তথ্য ব্যবস্থাপনায় এমন কোনো সুযোগ রাখা উচিত হবে না, যাতে অপরাধীরা কমিশনের নিজ গতিবিধি ও আলামত সম্পর্কে জেনে যায়। এজন্য কমিশনের সব পর্যায়ে গোপনীয়তা রক্ষা করা জরুরি। তিনি বলেন, দুর্নীতি দমন কমিশনের কাজ শুধু মামলা করা নয়, প্রতিরোধমূলক কার্যক্রমও সমান গুরুত্বপূর্ণ। xyxy=(626,362,1026,428)
memo-number: মেমো নং-প্রকৌ/১২৬৫(৫) xyxy=(1046,110,1147,121)
signer-org: মিরকাদিম পৌরসভা xyxy=(1415,1263,1491,1275)
story-headline-bribe: ঘুষ ও ভিক্ষাবৃত্তির xyxy=(765,55,887,76)
table-cell: ৬,০০০/- xyxy=(1398,1044,1475,1072)
row-label: দরপত্র দাতার যোগ্যতা xyxy=(1076,739,1261,756)
tender-info-row xyxy=(1047,621,1540,638)
table-cell: পৌর এলাকার বিভিন্ন খাল, গভীর ড্রেন পরিচ্ছন্নকরণ কাজ। xyxy=(1087,1044,1276,1072)
table-row xyxy=(1047,1650,1540,1736)
paurashava-seal-icon xyxy=(1049,469,1098,517)
story-body-casino-cont: (প্রথম পৃষ্ঠার পর) টাকার লুটপাট। গত্রকাল রাজধানীর টিকাটুলিতে আসাদ দুর্নীতি ও চাঁদাবাজির বিষয়ে ক্যাসিনো কর্মীদের দেওয়া জবানবন্দিতে উঠে এসেছে সাবেক নেতাদের নাম। এ সময় বক্তব্য রাখেন সংশ্লিষ্ট কর্মকর্তারা। দুর্নীতি নির্মূলে সব মহলে ঐক্যবদ্ধ হতে হবে : জাতীয় পার্টির প্রেসিডিয়াম সদস্য। xyxy=(318,53,613,119)
row-label: Website Address xyxy=(1074,278,1171,314)
tender-id: 357511 xyxy=(1071,1559,1121,1605)
work-table xyxy=(1046,987,1540,1072)
tender-id: 357508 xyxy=(1071,1736,1121,1849)
auction-row xyxy=(29,1017,603,1033)
table-cell: ০৭ xyxy=(321,1712,367,1727)
story-body-onion-cont3: পিয়াজ আমদানি, উৎপাদন ও মজুদ নিয়ে দেশের এমন ১০টি জেলায় বাণিজ্য মন্ত্রণালয়ের ১০টি টিম মনিটরিং কার্যক্রম শুরু করেছে। যুগ্মসচিব পর্যায়ের নেতৃত্বাধীন এসব টিম জেলা প্রশাসনের সঙ্গে সমন্বয় করে বাজার তদারকি করছে। অবৈধ মজুদ ও কারসাজি ধরা পড়লে তাৎক্ষণিক আইনগত ব্যবস্থা নেওয়া হবে বলে জানিয়েছে মন্ত্রণালয়। পাশাপাশি ভ্রাম্যমাণ আদালত বিভিন্ন বাজারে অভিযান চালিয়ে জরিমানা করছেন। ব্যবসায়ীরা বলছেন, আমদানি স্বাভাবিক হলে দ্রুতই বাজার স্থিতিশীল হবে। xyxy=(318,162,613,269)
column-d-lower xyxy=(828,1282,1028,2343)
row-label: দরপত্র জমা দেওয়ার স্থান xyxy=(29,1067,206,1084)
table-cell: ০৯ xyxy=(447,1712,502,1727)
table-cell: ০৬ xyxy=(274,1712,321,1727)
column-header: আনসার ভিডিপি কোটা xyxy=(367,1698,447,1713)
row-number: ১২ xyxy=(1047,830,1076,847)
college-name: কলারোয়া সরকারি কলেজ xyxy=(193,852,442,881)
college-email: Email: kalaroagc09@gmail.com, website: www.kalaroagc.edu.bd xyxy=(28,930,319,941)
row-value: ১৩/১০/২০১৯ খ্রি অফিস চলাকালীন সময় পর্যন্ত। xyxy=(1261,847,1540,864)
ad-reference: জি-২১৩৮/১৯ (৪" x ৩) xyxy=(1045,434,1131,446)
city: ঢাকা-১০০০ xyxy=(1473,83,1520,95)
government-name: গণপ্রজাতন্ত্রী বাংলাদেশ সরকার xyxy=(179,1309,454,1336)
auction-terms-body: ১। নিলামের সময় জামানত বাবদ উদ্ধৃত দরের ২৫% অর্থ জমা দিতে হবে। ২। সর্বোচ্চ দরদাতাকে ভ্যাট ও আয়কর পরিশোধ করতে হবে। ৩। কর্তৃপক্ষ কোন কারণ দর্শানো ব্যতিরেকে নিলাম বাতিলের ক্ষমতা সংরক্ষণ করেন। xyxy=(28,1212,358,1242)
conditions-title: আবেদনের শর্তাবলী : xyxy=(28,1554,104,1565)
table-cell: ৩০ দিন xyxy=(1475,1044,1539,1072)
signer-name: Kazi Md. Akram Hossain xyxy=(1379,368,1511,381)
story-body-dhaka-cont: (প্রথম পৃষ্ঠার পর) উপাচার্য অধ্যাপক ড. ফারজানা ইসলামের পদত্যাগের দাবিতে আন্দোলন অব্যাহত রেখেছেন শিক্ষার্থী ও শিক্ষকদের একাংশ। অন্যদিকে উপাচার্যের পক্ষে অবস্থান নিয়েছে একটি পক্ষ। দুই পক্ষের পাল্টাপাল্টি কর্মসূচিতে ক্যাম্পাসে উত্তেজনা বিরাজ করছে। শিক্ষক সমিতি সংকট নিরসনে সরকারের হস্তক্ষেপ কামনা করেছে। xyxy=(626,306,1026,359)
column-header: শিক্ষাগত যোগ্যতা ও অন্যান্য যোগ্যতা xyxy=(290,1481,605,1509)
row-number: ০৯ xyxy=(1047,756,1076,784)
